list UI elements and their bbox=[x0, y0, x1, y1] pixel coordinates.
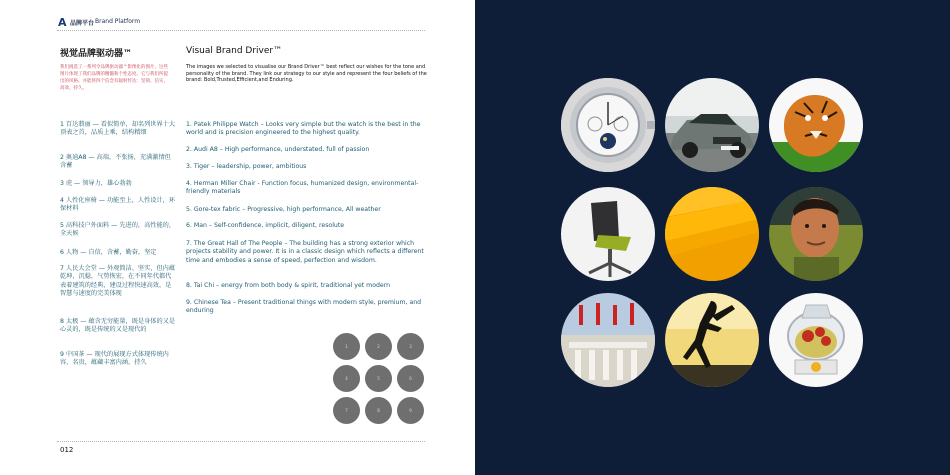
cn-list-item-2: 2 奥迪A8 — 高端，不张扬，充满激情但含蓄 bbox=[60, 154, 171, 170]
tai-chi-illustration bbox=[665, 293, 759, 387]
watch-illustration bbox=[561, 78, 655, 172]
header-divider bbox=[57, 30, 425, 31]
great-hall-illustration bbox=[561, 293, 655, 387]
cn-list-item-9: 9 中国茶 — 现代的展现方式体现传统内容，名贵，蕴藏丰富内涵，持久 bbox=[60, 351, 169, 367]
intro-text-en: The images we selected to visualise our Brand Driver™ best reflect our wishes for the tone and personality of the brand. They link our strategy to our style and represent the four beliefs of the brand: Bold,Trusted,Efficient,and Enduring. bbox=[186, 64, 427, 83]
intro-text-cn: 我们挑选了一系列令品牌驱动器™影像化的图片，这些图片体现了我们品牌的精髓和个性态度。它与我们所提出的风格、并能将四个信念有辐射传达：坚韧、信实、高效、持久。 bbox=[60, 65, 168, 91]
brand-logo: A bbox=[58, 16, 67, 29]
en-list-item-1: 1. Patek Philippe Watch – Looks very simple but the watch is the best in the world and is precision engineered to the highest quality. bbox=[186, 121, 421, 137]
grid-circle-8: 8 bbox=[365, 397, 392, 424]
right-page bbox=[475, 0, 950, 475]
chair-illustration bbox=[561, 187, 655, 281]
grid-circle-6: 6 bbox=[397, 365, 424, 392]
grid-circle-5: 5 bbox=[365, 365, 392, 392]
cn-list-item-7: 7 人民大会堂 — 外观简洁、坚实，但内蕴乾坤，沉稳，气势恢宏，在不同年代都代表着建筑的经典，建设过程快速高效，是智慧与速度的完美体现 bbox=[60, 265, 176, 297]
brand-platform-cn: 品牌平台 bbox=[70, 20, 95, 27]
photo-tea bbox=[769, 293, 863, 387]
cn-list-item-5: 5 高科技户外面料 — 先进的，高性能的，全天候 bbox=[60, 222, 176, 238]
cn-list-item-8: 8 太极 — 蕴含无穷能量，既是身体的又是心灵的，既是传统的又是现代的 bbox=[60, 318, 176, 334]
photo-tai-chi bbox=[665, 293, 759, 387]
fabric-illustration bbox=[665, 187, 759, 281]
photo-watch bbox=[561, 78, 655, 172]
en-list-item-9: 9. Chinese Tea – Present traditional things with modern style, premium, and enduring bbox=[186, 299, 422, 315]
en-list-item-5: 5. Gore-tex fabric – Progressive, high performance, All weather bbox=[186, 206, 381, 213]
section-title-en: Visual Brand Driver™ bbox=[186, 46, 283, 56]
grid-circle-1: 1 bbox=[333, 333, 360, 360]
brand-platform-en: Brand Platform bbox=[95, 18, 141, 25]
page-number: 012 bbox=[60, 446, 74, 454]
tiger-illustration bbox=[769, 78, 863, 172]
grid-circle-9: 9 bbox=[397, 397, 424, 424]
car-illustration bbox=[665, 78, 759, 172]
grid-circle-4: 4 bbox=[333, 365, 360, 392]
cn-list-item-3: 3 虎 — 领导力，雄心勃勃 bbox=[60, 180, 132, 187]
en-list-item-3: 3. Tiger – leadership, power, ambitious bbox=[186, 163, 307, 170]
tea-illustration bbox=[769, 293, 863, 387]
photo-tiger bbox=[769, 78, 863, 172]
en-list-item-6: 6. Man – Self-confidence, implicit, diligent, resolute bbox=[186, 222, 345, 229]
photo-chair bbox=[561, 187, 655, 281]
en-list-item-4: 4. Herman Miller Chair - Function focus, humanized design, environmental-friendly materials bbox=[186, 180, 419, 196]
footer-divider bbox=[57, 441, 425, 442]
section-title-cn: 视觉品牌驱动器™ bbox=[60, 49, 133, 59]
cn-list-item-4: 4 人性化座椅 — 功能至上，人性设计，环保材料 bbox=[60, 197, 176, 213]
photo-car bbox=[665, 78, 759, 172]
grid-circle-3: 3 bbox=[397, 333, 424, 360]
en-list-item-2: 2. Audi A8 – High performance, understated, full of passion bbox=[186, 146, 370, 153]
photo-great-hall bbox=[561, 293, 655, 387]
en-list-item-8: 8. Tai Chi – energy from both body & spirit, traditional yet modern bbox=[186, 282, 391, 289]
en-list-item-7: 7. The Great Hall of The People – The building has a strong exterior which projects stability and power. It is in a classic design which reflects a different time and embodies a sense of speed, perfection and wisdom. bbox=[186, 240, 424, 264]
photo-fabric bbox=[665, 187, 759, 281]
grid-circle-7: 7 bbox=[333, 397, 360, 424]
man-illustration bbox=[769, 187, 863, 281]
cn-list-item-1: 1 百达翡丽 — 看似简单，却名列世界十大顶表之首，品质上乘，结构精细 bbox=[60, 121, 176, 137]
cn-list-item-6: 6 人物 — 自信，含蓄，勤奋，坚定 bbox=[60, 249, 157, 256]
grid-circle-2: 2 bbox=[365, 333, 392, 360]
photo-man bbox=[769, 187, 863, 281]
